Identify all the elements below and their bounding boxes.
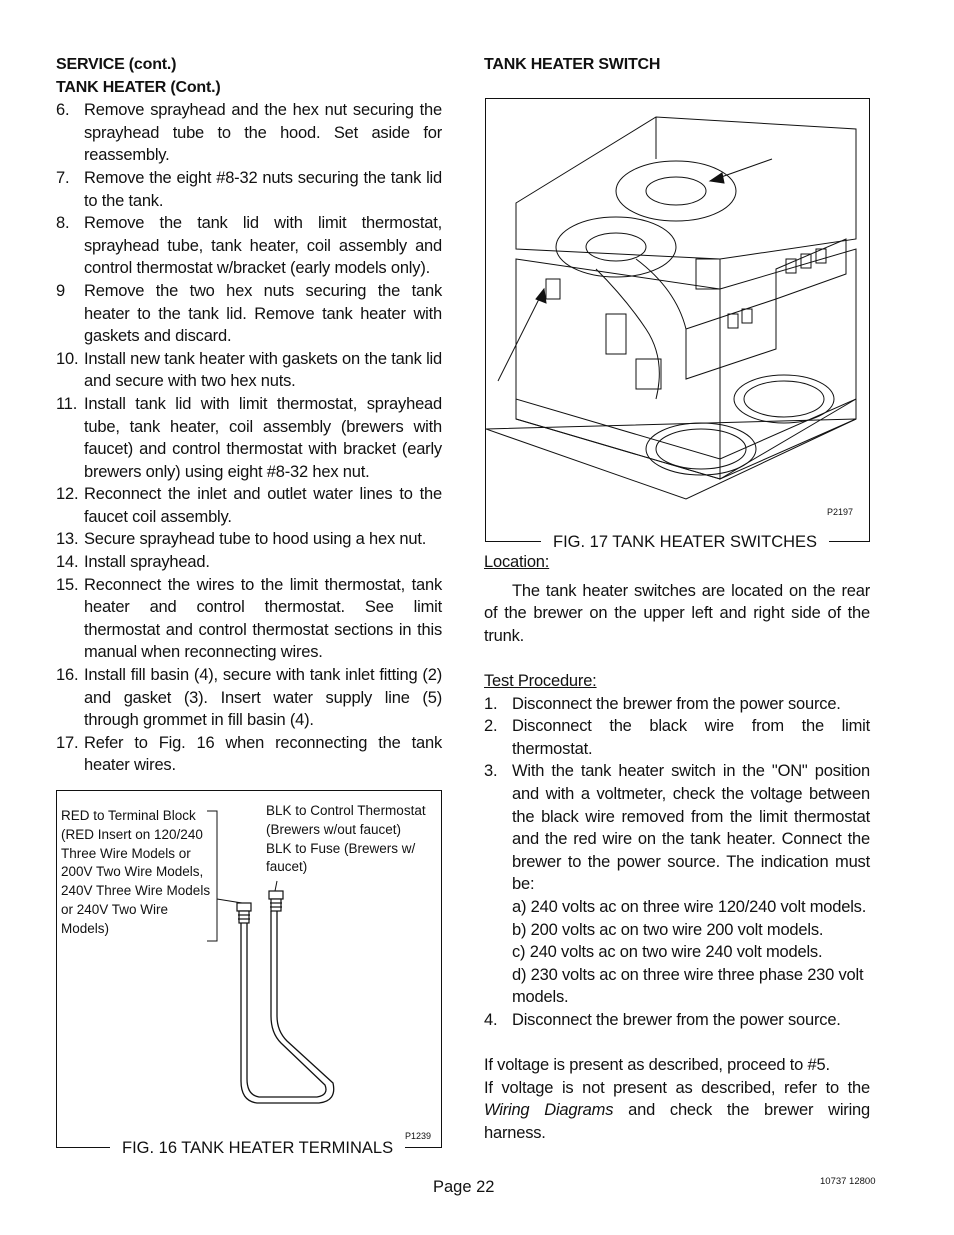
page-number: Page 22 [433, 1178, 495, 1196]
list-item: 2. Disconnect the black wire from the limit thermostat. [484, 717, 870, 758]
list-item: 16. Install fill basin (4), secure with tank inlet fitting (2) and gasket (3). Insert water supply line (5) through grommet in fill basin (4). [56, 666, 442, 730]
voltage-item: c) 240 volts ac on two wire 240 volt models. [512, 943, 823, 962]
right-column [484, 54, 870, 77]
list-item: 1. Disconnect the brewer from the power source. [484, 694, 841, 713]
list-item: 17. Refer to Fig. 16 when reconnecting the tank heater wires. [56, 733, 442, 775]
list-item: 7. Remove the eight #8-32 nuts securing the tank lid to the tank. [56, 168, 442, 210]
voltage-item: d) 230 volts ac on three wire three phase 230 volt models. [512, 965, 864, 1007]
location-text: The tank heater switches are located on the rear of the brewer on the upper left and right side of the trunk. [484, 581, 870, 645]
brewer-rear-illustration [486, 99, 869, 541]
test-procedure-label: Test Procedure: [484, 671, 597, 690]
test-steps-list [484, 693, 870, 896]
list-item: 3. With the tank heater switch in the "ON" position and with a voltmeter, check the voltage between the black wire removed from the limit thermostat and the red wire on the tank heater. Connect the brewer to the power source. The indication must be: [484, 762, 870, 894]
list-item: 12. Reconnect the inlet and outlet water lines to the faucet coil assembly. [56, 485, 442, 526]
section-heading: SERVICE (cont.) [56, 56, 177, 73]
test-step: 4. Disconnect the brewer from the power source. [484, 1010, 841, 1029]
fig17-caption: FIG. 17 TANK HEATER SWITCHES [541, 532, 829, 552]
left-column [56, 54, 442, 777]
fig16-caption: FIG. 16 TANK HEATER TERMINALS [110, 1138, 405, 1158]
right-body [484, 551, 870, 1144]
fig16-code: P1239 [404, 1131, 431, 1141]
document-code: 10737 12800 [820, 1176, 876, 1187]
fig16-callout-blk-fuse: BLK to Fuse (Brewers w/ faucet) [266, 840, 416, 875]
voltage-item: b) 200 volts ac on two wire 200 volt models. [512, 920, 824, 939]
fig17-code: P2197 [826, 507, 853, 517]
subsection-heading: TANK HEATER (Cont.) [56, 78, 221, 96]
left-steps-list [56, 99, 442, 777]
result-not-present: If voltage is not present as described, refer to the Wiring Diagrams and check the brewer wiring harness. [484, 1078, 871, 1142]
list-item: 15. Reconnect the wires to the limit thermostat, tank heater and control thermostat. See limit thermostat and control thermostat sections in this manual when reconnecting wires. [56, 575, 442, 662]
fig16-callout-blk-thermostat: BLK to Control Thermostat (Brewers w/out faucet) [266, 803, 426, 837]
test-steps-list-2 [484, 1009, 870, 1032]
list-item: 8. Remove the tank lid with limit thermostat, sprayhead tube, tank heater, coil assembly and control thermostat w/bracket (early models only). [56, 214, 442, 278]
fig17-box [485, 98, 870, 542]
section-heading-switch: TANK HEATER SWITCH [484, 56, 661, 73]
list-item: 9 Remove the two hex nuts securing the tank heater to the tank lid. Remove tank heater with gaskets and discard. [56, 281, 442, 346]
list-item: 11. Install tank lid with limit thermostat, sprayhead tube, tank heater, coil assembly (brewers with faucet) and control thermostat with bracket (early brewers only) using eight #8-32 hex nut. [56, 394, 442, 481]
list-item: 10. Install new tank heater with gaskets on the tank lid and secure with two hex nuts. [56, 349, 442, 391]
list-item: 6. Remove sprayhead and the hex nut securing the sprayhead tube to the hood. Set aside for reassembly. [56, 101, 442, 165]
list-item: 14. Install sprayhead. [56, 553, 210, 572]
result-present: If voltage is present as described, proceed to #5. [484, 1056, 830, 1075]
location-label: Location: [484, 553, 550, 571]
fig16-box [56, 790, 442, 1148]
voltage-sub-items [484, 896, 870, 1009]
fig16-callout-red: RED to Terminal Block (RED Insert on 120/240 Three Wire Models or 200V Two Wire Models, 240V Three Wire Models or 240V Two Wire Models) [61, 808, 211, 936]
tank-heater-illustration [57, 791, 441, 1147]
list-item: 13. Secure sprayhead tube to hood using a hex nut. [56, 530, 427, 549]
voltage-item: a) 240 volts ac on three wire 120/240 volt models. [512, 897, 867, 916]
